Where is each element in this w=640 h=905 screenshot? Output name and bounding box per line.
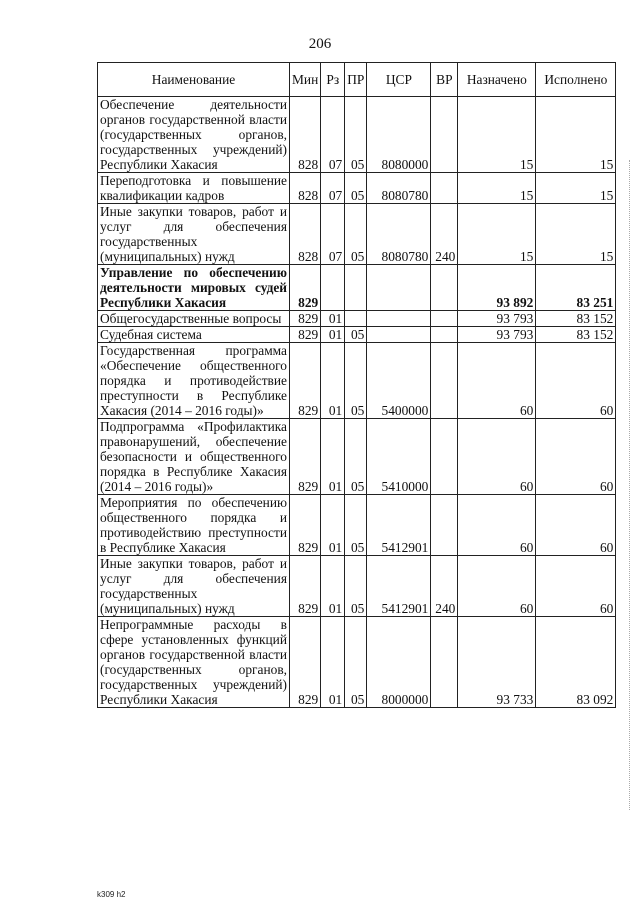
cell-name: Иные закупки товаров, работ и услуг для обеспечения государственных (муниципальных) нужд (98, 556, 290, 617)
cell-min: 829 (290, 265, 321, 311)
cell-pr: 05 (345, 204, 367, 265)
cell-csr: 5412901 (367, 556, 431, 617)
cell-assigned: 15 (458, 173, 536, 204)
cell-rz: 01 (321, 495, 345, 556)
cell-vr (431, 617, 458, 708)
cell-vr (431, 97, 458, 173)
header-name: Наименование (98, 63, 290, 97)
cell-rz: 01 (321, 617, 345, 708)
cell-name: Судебная система (98, 327, 290, 343)
cell-vr (431, 343, 458, 419)
cell-vr (431, 311, 458, 327)
cell-csr: 8080000 (367, 97, 431, 173)
cell-assigned: 15 (458, 97, 536, 173)
cell-executed: 60 (536, 495, 616, 556)
header-min: Мин (290, 63, 321, 97)
cell-min: 829 (290, 311, 321, 327)
table-row (98, 204, 616, 265)
page-number: 206 (308, 36, 332, 52)
table-row (98, 343, 616, 419)
cell-vr (431, 265, 458, 311)
cell-name: Управление по обеспечению деятельности мировых судей Республики Хакасия (98, 265, 290, 311)
table-row (98, 617, 616, 708)
header-assigned: Назначено (458, 63, 536, 97)
table-row (98, 419, 616, 495)
cell-executed: 15 (536, 97, 616, 173)
cell-executed: 60 (536, 419, 616, 495)
cell-rz: 07 (321, 97, 345, 173)
cell-name: Общегосударственные вопросы (98, 311, 290, 327)
cell-csr: 5400000 (367, 343, 431, 419)
cell-assigned: 60 (458, 495, 536, 556)
cell-assigned: 93 733 (458, 617, 536, 708)
cell-assigned: 15 (458, 204, 536, 265)
cell-csr: 8000000 (367, 617, 431, 708)
cell-pr (345, 311, 367, 327)
header-pr: ПР (345, 63, 367, 97)
cell-min: 828 (290, 97, 321, 173)
cell-name: Иные закупки товаров, работ и услуг для обеспечения государственных (муниципальных) нужд (98, 204, 290, 265)
cell-min: 828 (290, 173, 321, 204)
cell-min: 829 (290, 327, 321, 343)
cell-name: Государственная программа «Обеспечение общественного порядка и противодействие преступности в Республике Хакасия (2014 – 2016 годы)» (98, 343, 290, 419)
cell-csr (367, 311, 431, 327)
cell-pr: 05 (345, 173, 367, 204)
cell-pr: 05 (345, 327, 367, 343)
cell-vr (431, 419, 458, 495)
cell-executed: 15 (536, 204, 616, 265)
cell-pr: 05 (345, 556, 367, 617)
table-body (98, 97, 616, 708)
cell-vr (431, 495, 458, 556)
cell-executed: 83 152 (536, 311, 616, 327)
table-row (98, 556, 616, 617)
header-rz: Рз (321, 63, 345, 97)
cell-rz: 01 (321, 419, 345, 495)
cell-rz: 07 (321, 204, 345, 265)
cell-name: Подпрограмма «Профилактика правонарушений, обеспечение безопасности и общественного порядка в Республике Хакасия (2014 – 2016 годы)» (98, 419, 290, 495)
cell-executed: 83 092 (536, 617, 616, 708)
header-executed: Исполнено (536, 63, 616, 97)
cell-min: 828 (290, 204, 321, 265)
cell-name: Мероприятия по обеспечению общественного порядка и противодействию преступности в Республике Хакасия (98, 495, 290, 556)
margin-dotted-line (629, 160, 633, 810)
cell-min: 829 (290, 343, 321, 419)
cell-csr (367, 265, 431, 311)
cell-csr (367, 327, 431, 343)
table-row (98, 495, 616, 556)
cell-assigned: 60 (458, 419, 536, 495)
table-row (98, 97, 616, 173)
cell-executed: 83 152 (536, 327, 616, 343)
cell-executed: 83 251 (536, 265, 616, 311)
cell-executed: 60 (536, 343, 616, 419)
cell-pr: 05 (345, 97, 367, 173)
cell-rz (321, 265, 345, 311)
cell-assigned: 93 892 (458, 265, 536, 311)
cell-csr: 8080780 (367, 173, 431, 204)
cell-name: Переподготовка и повышение квалификации кадров (98, 173, 290, 204)
cell-vr: 240 (431, 556, 458, 617)
cell-pr: 05 (345, 617, 367, 708)
footer-code: k309 h2 (97, 890, 126, 899)
cell-rz: 01 (321, 311, 345, 327)
cell-rz: 01 (321, 556, 345, 617)
cell-assigned: 93 793 (458, 327, 536, 343)
header-csr: ЦСР (367, 63, 431, 97)
cell-min: 829 (290, 495, 321, 556)
cell-vr: 240 (431, 204, 458, 265)
cell-pr: 05 (345, 343, 367, 419)
cell-rz: 07 (321, 173, 345, 204)
cell-rz: 01 (321, 343, 345, 419)
cell-executed: 60 (536, 556, 616, 617)
cell-min: 829 (290, 556, 321, 617)
cell-assigned: 60 (458, 343, 536, 419)
cell-executed: 15 (536, 173, 616, 204)
cell-csr: 5412901 (367, 495, 431, 556)
budget-table (97, 62, 616, 708)
cell-min: 829 (290, 617, 321, 708)
cell-min: 829 (290, 419, 321, 495)
table-row (98, 173, 616, 204)
cell-assigned: 93 793 (458, 311, 536, 327)
cell-assigned: 60 (458, 556, 536, 617)
table-header-row (98, 63, 616, 97)
header-vr: ВР (431, 63, 458, 97)
cell-vr (431, 173, 458, 204)
cell-rz: 01 (321, 327, 345, 343)
cell-csr: 8080780 (367, 204, 431, 265)
cell-csr: 5410000 (367, 419, 431, 495)
cell-pr (345, 265, 367, 311)
cell-pr: 05 (345, 419, 367, 495)
table-row (98, 265, 616, 311)
cell-name: Непрограммные расходы в сфере установленных функций органов государственной власти (государственных органов, государственных учреждений) Республики Хакасия (98, 617, 290, 708)
table-row (98, 327, 616, 343)
cell-vr (431, 327, 458, 343)
cell-pr: 05 (345, 495, 367, 556)
cell-name: Обеспечение деятельности органов государственной власти (государственных органов, государственных учреждений) Республики Хакасия (98, 97, 290, 173)
table-row (98, 311, 616, 327)
